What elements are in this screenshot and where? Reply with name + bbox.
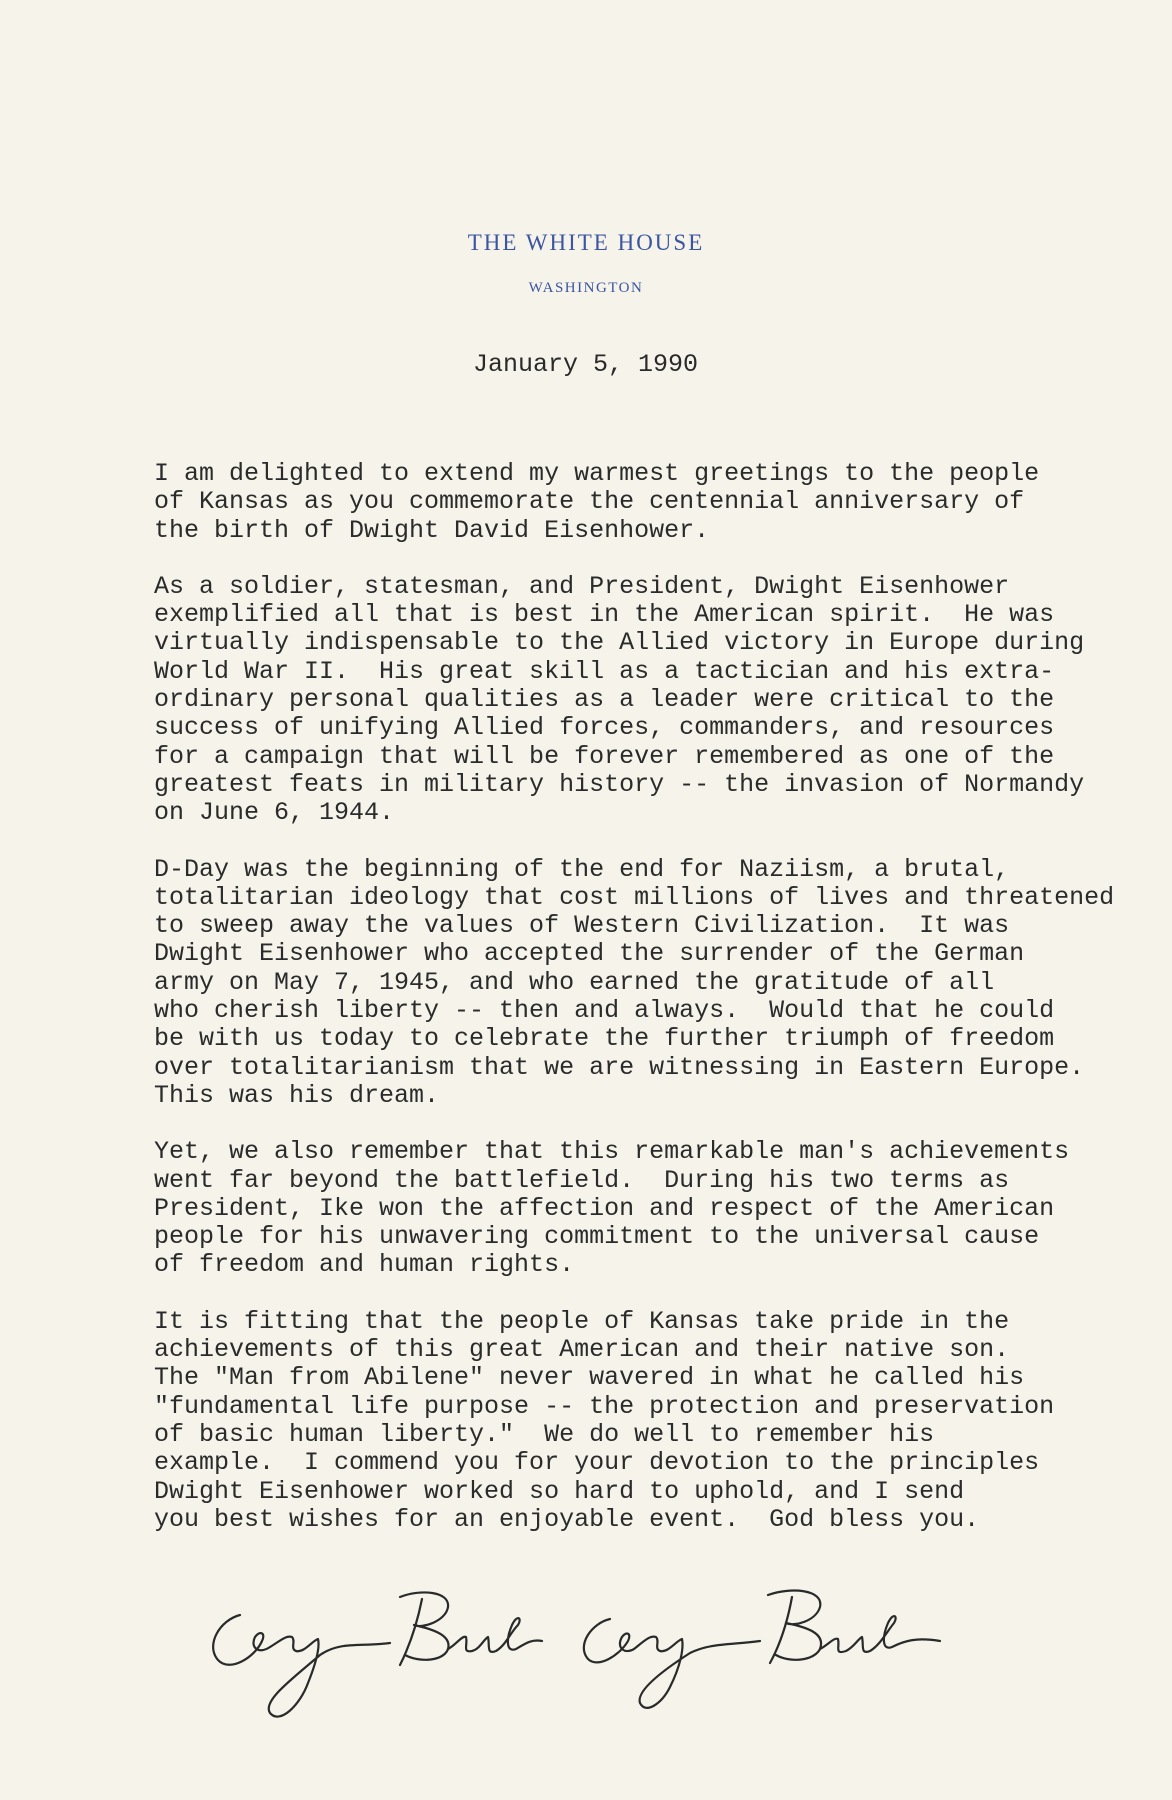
- letter-paragraph-2: As a soldier, statesman, and President, Dwight Eisenhower exemplified all that is best in the American spirit. He was virtually indispensable to the Allied victory in Europe during World War II. His great skill as a tactician and his extra- ordinary personal qualities as a leader were critical to the success of unifying Allied forces, commanders, and resources for a campaign that will be forever remembered as one of the greatest feats in military history -- the invasion of Normandy on June 6, 1944.: [154, 571, 1085, 828]
- letterhead-location: WASHINGTON: [528, 280, 644, 296]
- letter-paragraph-3: D-Day was the beginning of the end for Naziism, a brutal, totalitarian ideology that cost millions of lives and threatened to sweep away the values of Western Civilization. It was Dwight Eisenhower who accepted the surrender of the German army on May 7, 1945, and who earned the gratitude of all who cherish liberty -- then and always. Would that he could be with us today to celebrate the further triumph of freedom over totalitarianism that we are witnessing in Eastern Europe. This was his dream.: [154, 854, 1115, 1110]
- letterhead-title: THE WHITE HOUSE: [467, 230, 705, 255]
- letter-date: January 5, 1990: [473, 350, 699, 379]
- signature-strokes: [213, 1591, 940, 1717]
- letter-paragraph-1: I am delighted to extend my warmest greetings to the people of Kansas as you commemorate the centennial anniversary of the birth of Dwight David Eisenhower.: [154, 459, 1040, 545]
- signature: [200, 1575, 960, 1725]
- letter-paragraph-5: It is fitting that the people of Kansas take pride in the achievements of this great American and their native son. The "Man from Abilene" never wavered in what he called his "fundamental life purpose -- the protection and preservation of basic human liberty." We do well to remember his example. I commend you for your devotion to the principles Dwight Eisenhower worked so hard to uphold, and I send you best wishes for an enjoyable event. God bless you.: [154, 1306, 1055, 1534]
- letter-paragraph-4: Yet, we also remember that this remarkable man's achievements went far beyond the battlefield. During his two terms as President, Ike won the affection and respect of the American people for his unwavering commitment to the universal cause of freedom and human rights.: [154, 1137, 1070, 1280]
- letter-body: [154, 459, 1115, 1562]
